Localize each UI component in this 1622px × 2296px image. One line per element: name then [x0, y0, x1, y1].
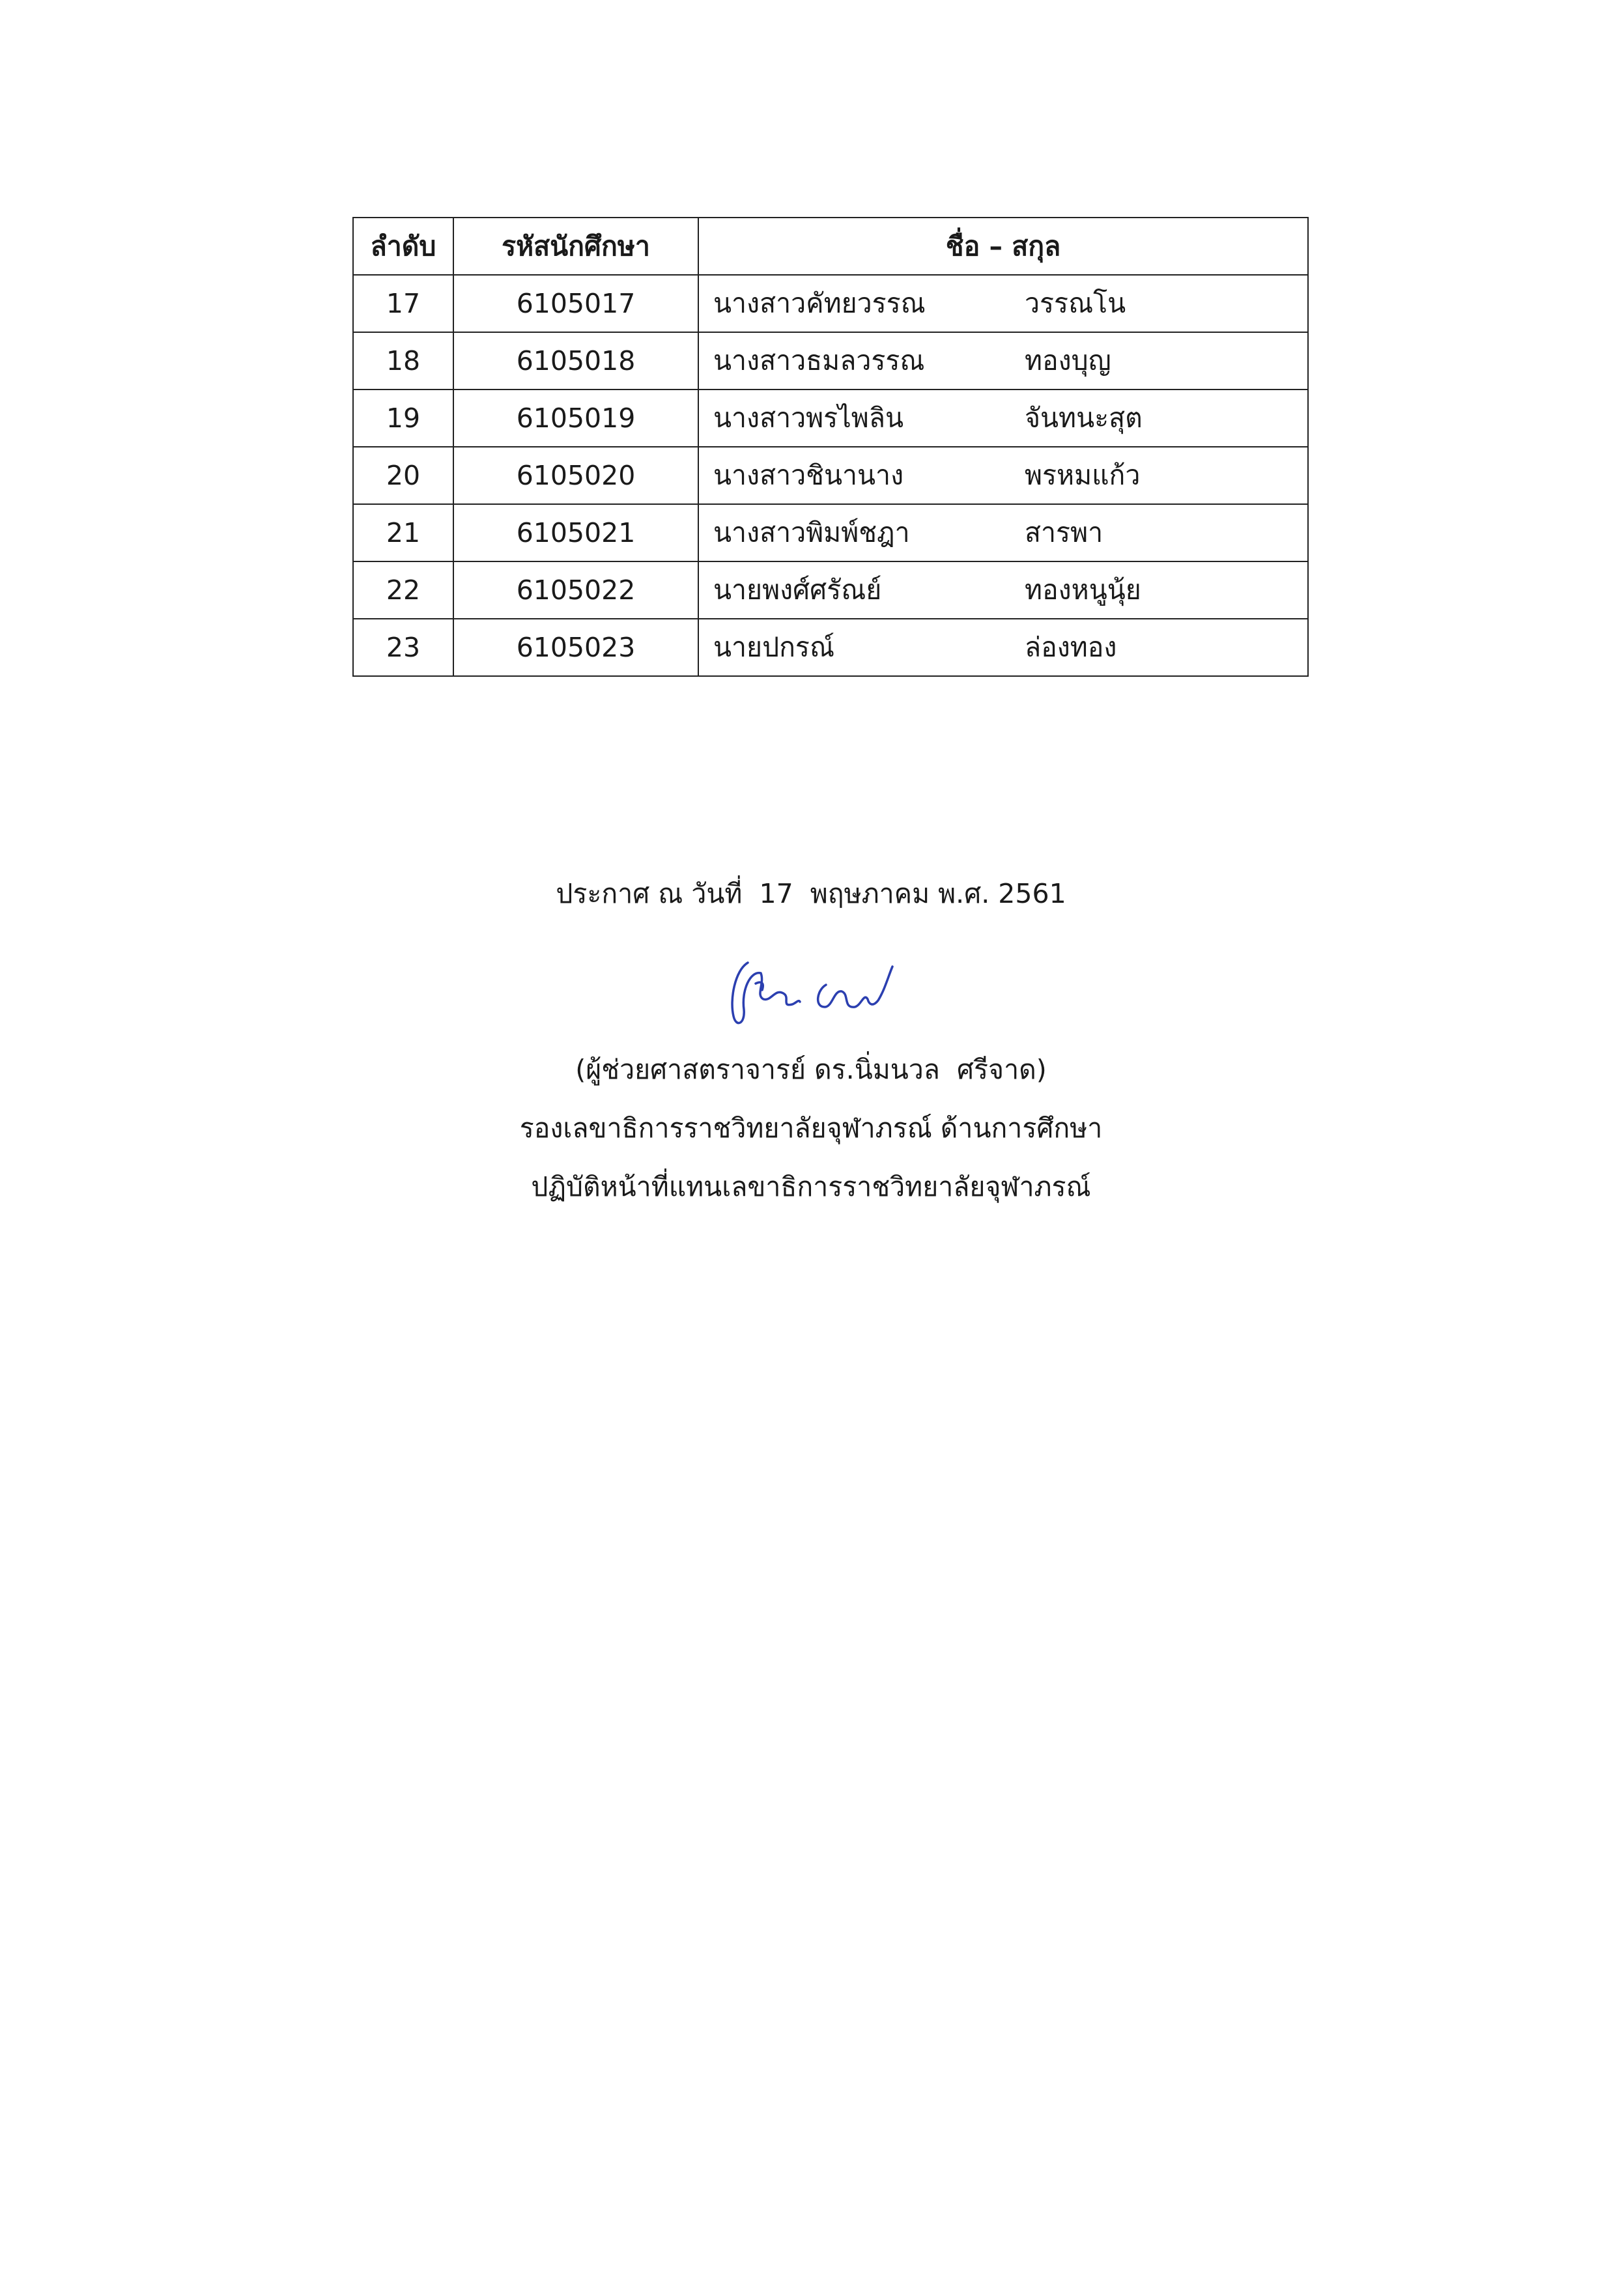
first-name: นายปกรณ์: [713, 631, 834, 663]
table-row: [353, 275, 1308, 332]
table-row: [353, 619, 1308, 676]
header-seq: ลำดับ: [353, 218, 453, 275]
first-name: นางสาวพิมพ์ชฎา: [713, 517, 910, 548]
last-name: ล่องทอง: [1025, 631, 1117, 663]
table-row: [353, 447, 1308, 504]
first-name: นางสาวคัทยวรรณ: [713, 287, 926, 319]
last-name: ทองบุญ: [1025, 345, 1111, 376]
header-student-id: รหัสนักศึกษา: [453, 218, 698, 275]
table-row: [353, 332, 1308, 390]
last-name: จันทนะสุต: [1025, 402, 1143, 434]
announcement-date: ประกาศ ณ วันที่ 17 พฤษภาคม พ.ศ. 2561: [556, 878, 1066, 909]
cell-seq: 21: [353, 504, 453, 561]
cell-seq: 23: [353, 619, 453, 676]
cell-student-id: 6105022: [453, 561, 698, 619]
signer-position: รองเลขาธิการราชวิทยาลัยจุฬาภรณ์ ด้านการศึกษา: [519, 1113, 1103, 1144]
student-list-table: [352, 217, 1309, 677]
last-name: สารพา: [1025, 517, 1103, 548]
cell-name: [698, 504, 1308, 561]
signer-acting-position: ปฏิบัติหน้าที่แทนเลขาธิการราชวิทยาลัยจุฬาภรณ์: [531, 1171, 1091, 1202]
cell-student-id: 6105017: [453, 275, 698, 332]
table-body: [353, 275, 1308, 676]
cell-name: [698, 275, 1308, 332]
cell-student-id: 6105021: [453, 504, 698, 561]
cell-name: [698, 561, 1308, 619]
last-name: วรรณโน: [1025, 287, 1126, 319]
cell-student-id: 6105019: [453, 390, 698, 447]
cell-student-id: 6105023: [453, 619, 698, 676]
table-header-row: [353, 218, 1308, 275]
cell-seq: 22: [353, 561, 453, 619]
cell-seq: 17: [353, 275, 453, 332]
header-name: ชื่อ – สกุล: [698, 218, 1308, 275]
table-row: [353, 561, 1308, 619]
first-name: นางสาวธมลวรรณ: [713, 345, 925, 376]
cell-name: [698, 332, 1308, 390]
signer-name: (ผู้ช่วยศาสตราจารย์ ดร.นิ่มนวล ศรีจาด): [575, 1054, 1047, 1085]
cell-seq: 18: [353, 332, 453, 390]
cell-name: [698, 390, 1308, 447]
cell-name: [698, 447, 1308, 504]
last-name: ทองหนูนุ้ย: [1025, 574, 1141, 606]
first-name: นางสาวชินานาง: [713, 459, 904, 491]
cell-seq: 20: [353, 447, 453, 504]
cell-seq: 19: [353, 390, 453, 447]
cell-student-id: 6105018: [453, 332, 698, 390]
cell-name: [698, 619, 1308, 676]
last-name: พรหมแก้ว: [1025, 459, 1141, 491]
first-name: นายพงศ์ศรัณย์: [713, 574, 882, 606]
cell-student-id: 6105020: [453, 447, 698, 504]
handwritten-signature: [722, 944, 898, 1036]
table-row: [353, 390, 1308, 447]
table-row: [353, 504, 1308, 561]
first-name: นางสาวพรไพลิน: [713, 402, 903, 434]
